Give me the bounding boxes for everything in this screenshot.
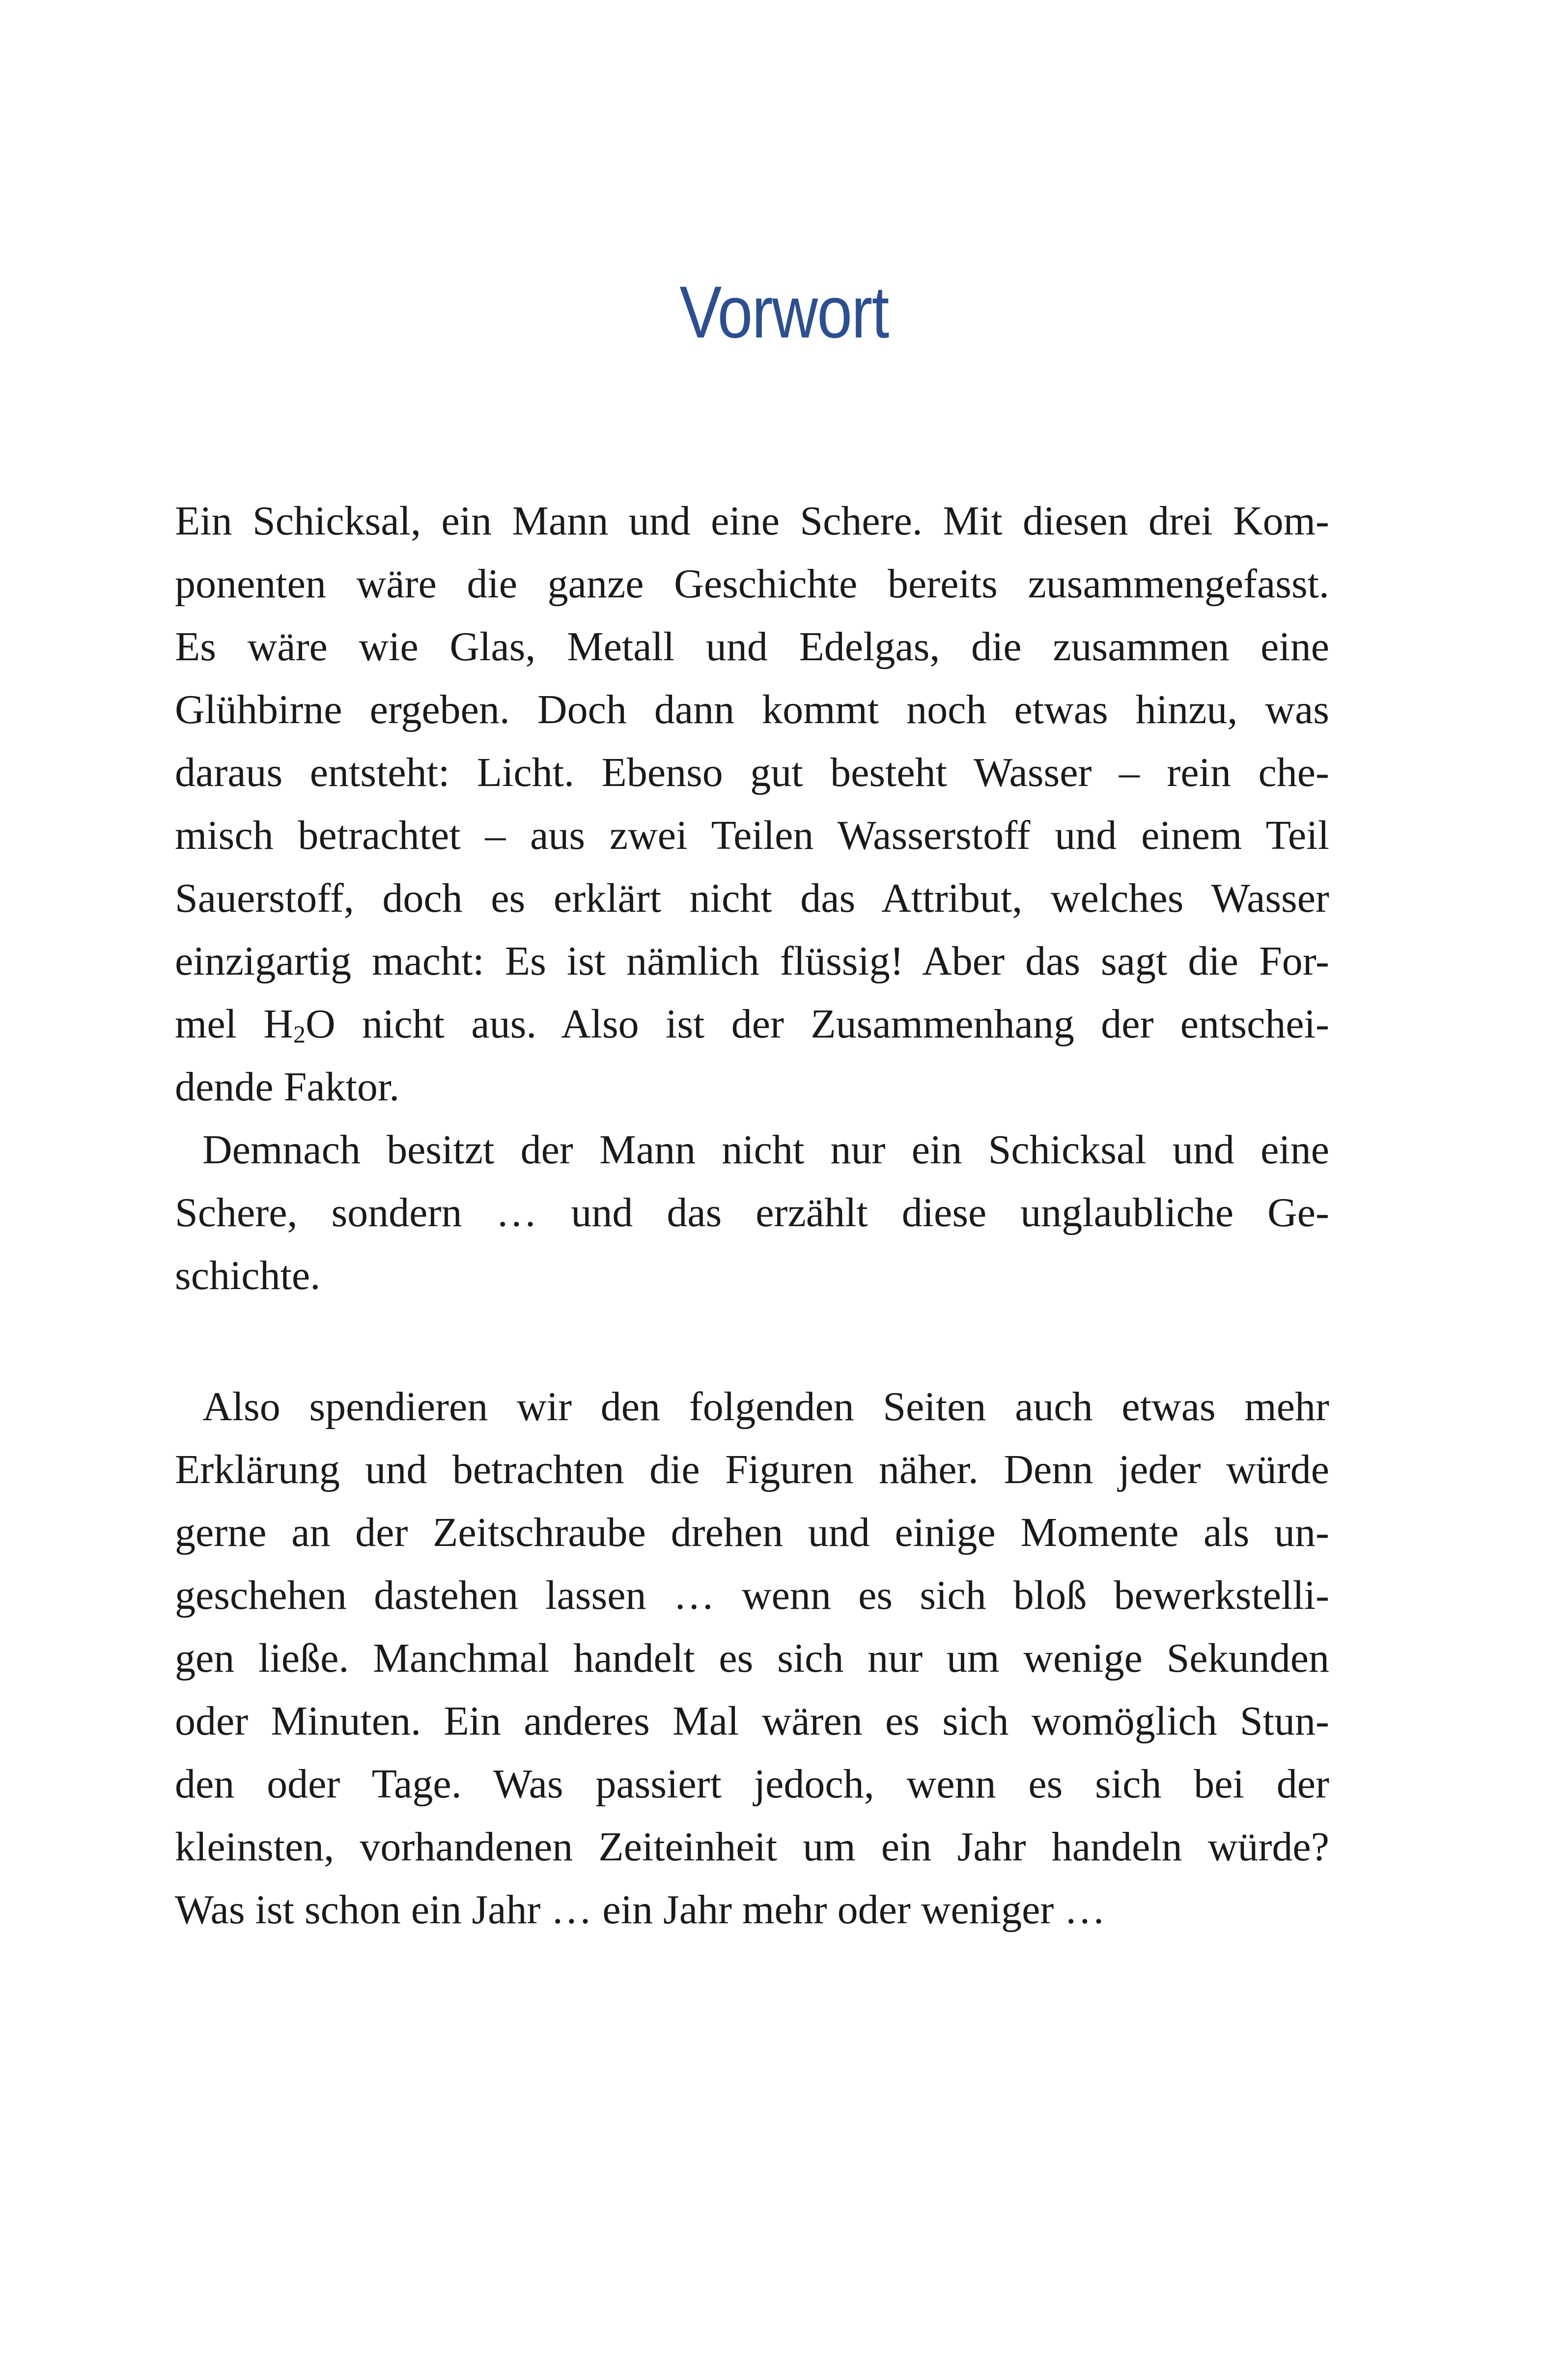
chapter-title: Vorwort <box>679 271 889 353</box>
text-line: dende Faktor. <box>175 1064 400 1110</box>
text-line: Es wäre wie Glas, Metall und Edelgas, die zusammen eine <box>175 624 1329 670</box>
text-block-1 <box>175 490 1329 1307</box>
text-line: Was ist schon ein Jahr … ein Jahr mehr oder weniger … <box>175 1887 1106 1933</box>
text-line: misch betrachtet – aus zwei Teilen Wasserstoff und einem Teil <box>175 813 1329 858</box>
formula-line-start: mel H <box>175 1001 293 1047</box>
text-line: einzigartig macht: Es ist nämlich flüssig! Aber das sagt die For- <box>175 938 1329 984</box>
text-line: gen ließe. Manchmal handelt es sich nur um wenige Sekunden <box>175 1635 1329 1681</box>
text-line: oder Minuten. Ein anderes Mal wären es sich womöglich Stun- <box>175 1698 1329 1744</box>
text-block-2 <box>175 1376 1329 1941</box>
text-line: schichte. <box>175 1253 321 1298</box>
text-line: den oder Tage. Was passiert jedoch, wenn es sich bei der <box>175 1761 1329 1807</box>
text-line: gerne an der Zeitschraube drehen und einige Momente als un- <box>175 1510 1329 1555</box>
text-line: Glühbirne ergeben. Doch dann kommt noch etwas hinzu, was <box>175 687 1329 732</box>
text-line: kleinsten, vorhandenen Zeiteinheit um ein Jahr handeln würde? <box>175 1824 1329 1870</box>
text-line: Erklärung und betrachten die Figuren näher. Denn jeder würde <box>175 1447 1329 1492</box>
text-line: Ein Schicksal, ein Mann und eine Schere. Mit diesen drei Kom- <box>175 498 1329 544</box>
text-line: Also spendieren wir den folgenden Seiten auch etwas mehr <box>202 1384 1329 1430</box>
formula-line <box>175 993 1329 1056</box>
text-line: Sauerstoff, doch es erklärt nicht das Attribut, welches Wasser <box>175 875 1329 921</box>
text-line: Demnach besitzt der Mann nicht nur ein Schicksal und eine <box>202 1127 1329 1173</box>
formula-line-end: O nicht aus. Also ist der Zusammenhang der entschei- <box>305 1001 1329 1047</box>
text-line: geschehen dastehen lassen … wenn es sich bloß bewerkstelli- <box>175 1572 1329 1618</box>
formula-subscript: 2 <box>293 1020 306 1048</box>
text-line: ponenten wäre die ganze Geschichte bereits zusammengefasst. <box>175 561 1329 607</box>
text-line: daraus entsteht: Licht. Ebenso gut besteht Wasser – rein che- <box>175 750 1329 795</box>
text-line: Schere, sondern … und das erzählt diese unglaubliche Ge- <box>175 1190 1329 1235</box>
